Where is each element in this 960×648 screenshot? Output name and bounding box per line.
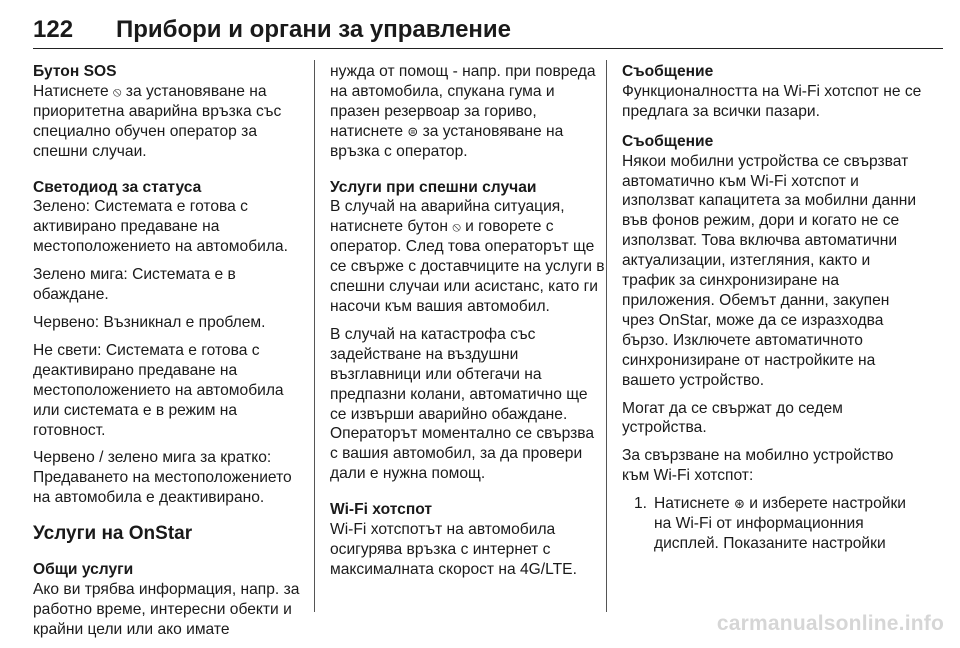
section-heading: Светодиод за статуса (33, 178, 202, 196)
note-2 (622, 132, 922, 391)
text: и говорете с оператор. След това операторът ще се свърже с доставчиците на услуги в спешни случаи или асистанс, като ги насочи към вашия автомобил. (330, 218, 605, 315)
wifi-section (330, 500, 605, 580)
paragraph: Зелено: Системата е готова с активирано предаване на местоположението на автомобила. (33, 198, 288, 256)
section-heading: Общи услуги (33, 561, 134, 579)
settings-button-icon: ⊛ (733, 496, 745, 512)
paragraph: Ако ви трябва информация, напр. за работно време, интересни обекти и крайни цели или ако имате (33, 580, 300, 638)
chapter-heading: Услуги на OnStar (33, 523, 193, 545)
step-1 (634, 494, 922, 554)
page-title: Прибори и органи за управление (116, 16, 512, 43)
text: за установяване на връзка с оператор. (330, 122, 564, 160)
paragraph: В случай на катастрофа със задействане на въздушни възглавници или обтегачи на предпазни колани, автоматично ще се извърши аварийно обаждане. Операторът моментално се свързва с вашия автомобил, за да провери дали е нужна помощ. (330, 325, 595, 483)
paragraph (330, 197, 605, 316)
paragraph: Червено: Възникнал е проблем. (33, 313, 266, 331)
paragraph: Не свети: Системата е готова с деактивирано предаване на местоположението на автомобила или системата е в режим на готовност. (33, 341, 284, 439)
step-text (654, 494, 922, 554)
paragraph (33, 82, 308, 162)
page-header (33, 0, 943, 49)
note-text: Някои мобилни устройства се свързват автоматично към Wi-Fi хотспот и използват капацитета за мобилни данни във фонов режим, дори и когато не се използват. Това включва автоматични актуализации, изтегляния, както и трафик за синхронизиране на приложения. Обемът данни, закупен чрез OnStar, може да се изразходва бързо. Изключете автоматичното синхронизиране от настройките на вашето устройство. (622, 152, 917, 389)
column-2 (330, 62, 605, 596)
column-divider (606, 60, 607, 612)
section-heading: Бутон SOS (33, 63, 117, 80)
note-text: Функционалността на Wi-Fi хотспот не се предлага за всички пазари. (622, 82, 922, 120)
page-number: 122 (33, 16, 74, 43)
column-divider (314, 60, 315, 612)
note-1 (622, 62, 922, 122)
paragraph: Зелено мига: Системата е в обаждане. (33, 266, 236, 304)
paragraph: Wi-Fi хотспотът на автомобила осигурява връзка с интернет с максималната скорост на 4G/LTE. (330, 521, 577, 578)
onstar-button-icon: ⊜ (407, 123, 419, 139)
text: Натиснете (654, 495, 734, 513)
text: за установяване на приоритетна аварийна връзка със специално обучен оператор за спешни случаи. (33, 82, 282, 160)
paragraph: Червено / зелено мига за кратко: Предаването на местоположението на автомобила е деактивирано. (33, 449, 292, 507)
paragraph (330, 62, 605, 162)
step-number: 1. (634, 495, 648, 513)
sos-button-icon: ⦸ (452, 219, 461, 235)
note-heading: Съобщение (622, 63, 714, 80)
text: и изберете настройки на Wi-Fi от информационния дисплей. Показаните настройки (654, 495, 906, 552)
paragraph: Могат да се свържат до седем устройства. (622, 399, 843, 437)
paragraph: За свързване на мобилно устройство към Wi-Fi хотспот: (622, 447, 894, 485)
section-heading: Услуги при спешни случаи (330, 178, 537, 196)
text: нужда от помощ - напр. при повреда на автомобила, спукана гума и празен резервоар за гориво, натиснете (330, 63, 596, 140)
text: В случай на аварийна ситуация, натиснете бутон (330, 198, 565, 236)
column-3 (622, 62, 922, 554)
column-1 (33, 62, 308, 648)
emergency-section (330, 178, 605, 485)
section-heading: Wi-Fi хотспот (330, 501, 433, 519)
led-section (33, 178, 308, 509)
general-services-continued (330, 62, 605, 162)
sos-button-icon: ⦸ (112, 83, 122, 99)
text: Натиснете (33, 82, 113, 100)
sos-section (33, 62, 308, 162)
watermark: carmanualsonline.info (716, 612, 944, 635)
note-heading: Съобщение (622, 132, 714, 150)
